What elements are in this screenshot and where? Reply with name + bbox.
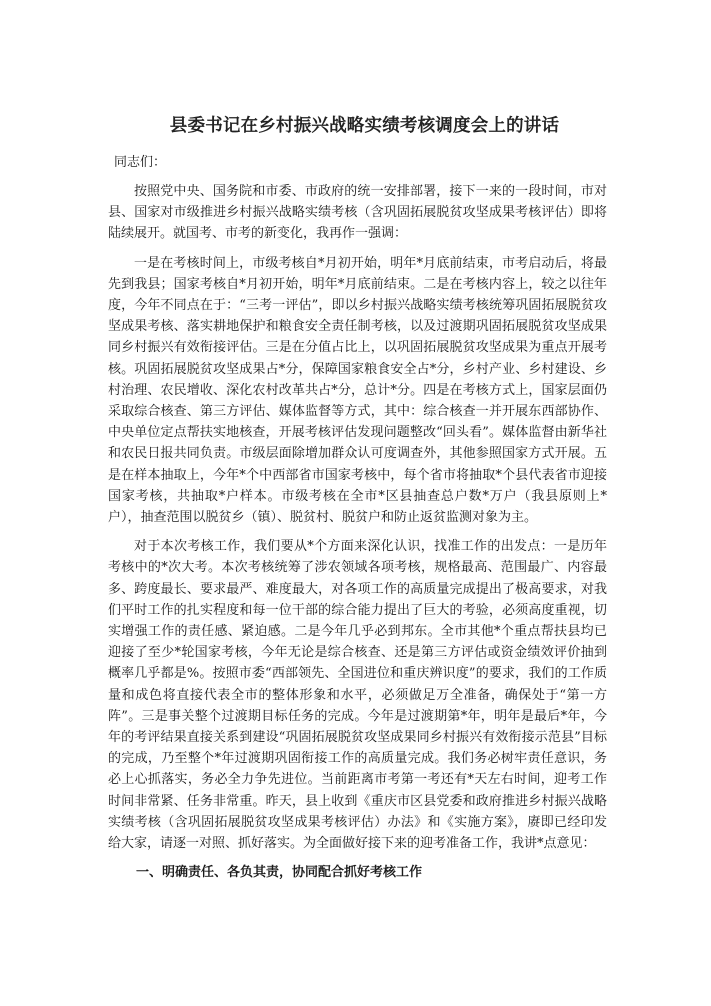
section-heading-1: 一、明确责任、各负其责，协同配合抓好考核工作 [136, 865, 423, 881]
paragraph-assessment-changes: 一是在考核时间上，市级考核自*月初开始，明年*月底前结束，市考启动后，将最先到我县；国家考核自*月初开始，明年*月底前结束。二是在考核内容上，较之以往年度，今年不同点在于：“三考一评估”，即以乡村振兴战略实绩考核统筹巩固拓展脱贫攻坚成果考核、落实耕地保护和粮食安全责任制考核，以及过渡期巩固拓展脱贫攻坚成果同乡村振兴有效衔接评估。三是在分值占比上，以巩固拓展脱贫攻坚成果为重点开展考核。巩固拓展脱贫攻坚成果占*分，保障国家粮食安全占*分，乡村产业、乡村建设、乡村治理、农民增收、深化农村改革共占*分，总计*分。四是在考核方式上，国家层面仍采取综合核查、第三方评估、媒体监督等方式，其中：综合核查一并开展东西部协作、中央单位定点帮扶实地核查，开展考核评估发现问题整改“回头看”。媒体监督由新华社和农民日报共同负责。市级层面除增加群众认可度调查外，其他参照国家方式开展。五是在样本抽取上，今年*个中西部省市国家考核中，每个省市将抽取*个县代表省市迎接国家考核，共抽取*户样本。市级考核在全市*区县抽查总户数*万户（我县原则上*户），抽查范围以脱贫乡（镇）、脱贫村、脱贫户和防止返贫监测对象为主。 [108, 255, 607, 526]
paragraph-understanding: 对于本次考核工作，我们要从*个方面来深化认识，找准工作的出发点：一是历年考核中的*次大考。本次考核统筹了涉农领域各项考核，规格最高、范围最广、内容最多、跨度最长、要求最严、难度最大，对各项工作的高质量完成提出了极高要求，对我们平时工作的扎实程度和每一位干部的综合能力提出了巨大的考验，必须高度重视，切实增强工作的责任感、紧迫感。二是今年几乎必到邦东。全市其他*个重点帮扶县均已迎接了至少*轮国家考核，今年无论是综合核查、还是第三方评估或资金绩效评价抽到概率几乎都是%。按照市委“西部领先、全国进位和重庆辨识度”的要求，我们的工作质量和成色将直接代表全市的整体形象和水平，必须做足万全准备，确保处于“第一方阵”。三是事关整个过渡期目标任务的完成。今年是过渡期第*年，明年是最后*年，今年的考评结果直接关系到建设“巩固拓展脱贫攻坚成果同乡村振兴有效衔接示范县”目标的完成，乃至整个*年过渡期巩固衔接工作的高质量完成。我们务必树牢责任意识，务必上心抓落实，务必全力争先进位。当前距离市考第一考还有*天左右时间，迎考工作时间非常紧、任务非常重。昨天，县上收到《重庆市区县党委和政府推进乡村振兴战略实绩考核（含巩固拓展脱贫攻坚成果考核评估）办法》和《实施方案》，赓即已经印发给大家，请逐一对照、抓好落实。为全面做好接下来的迎考准备工作，我讲*点意见： [108, 539, 607, 852]
paragraph-intro: 按照党中央、国务院和市委、市政府的统一安排部署，接下一来的一段时间，市对县、国家对市级推进乡村振兴战略实绩考核（含巩固拓展脱贫攻坚成果考核评估）即将陆续展开。就国考、市考的新变化，我再作一强调： [108, 184, 607, 242]
document-title: 县委书记在乡村振兴战略实绩考核调度会上的讲话 [169, 116, 560, 136]
salutation: 同志们： [114, 155, 167, 170]
